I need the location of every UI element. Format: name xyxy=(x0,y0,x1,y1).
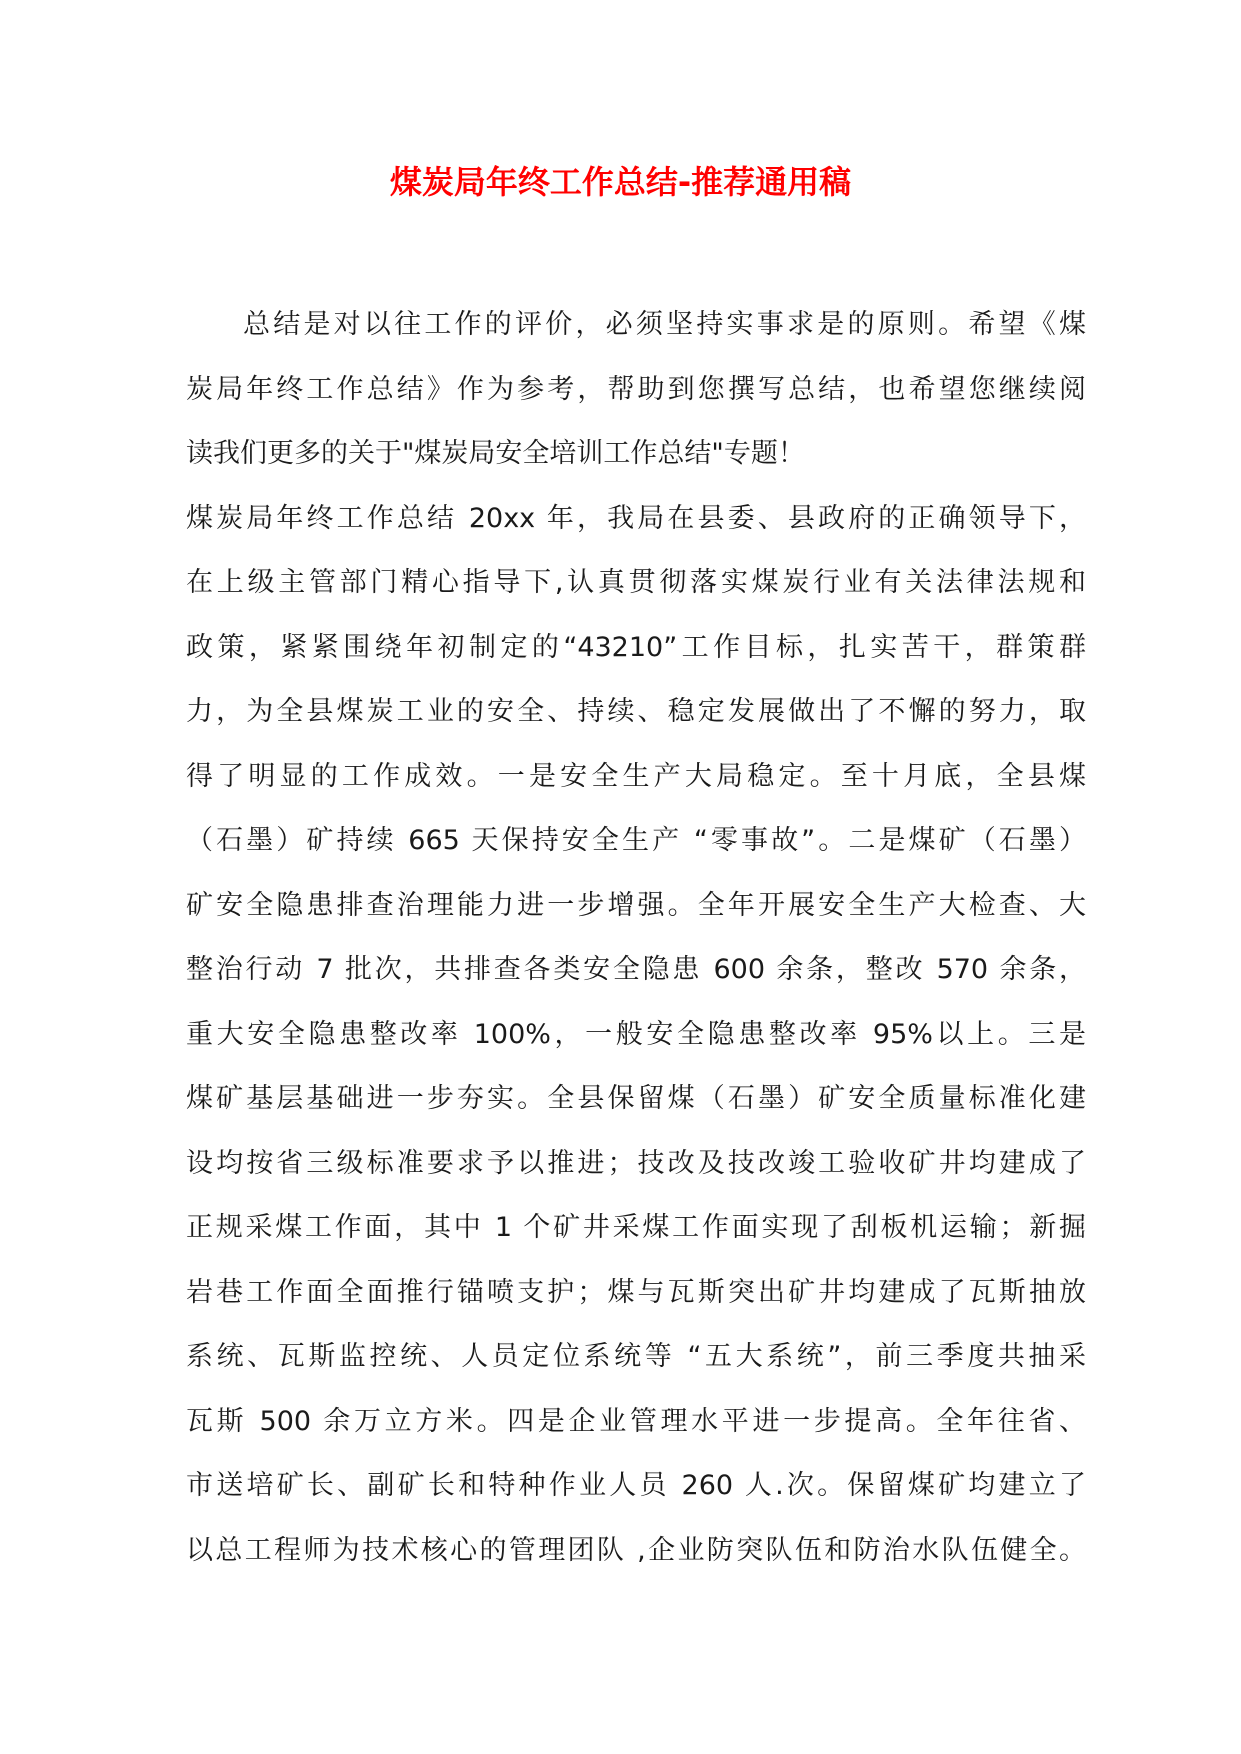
text-line-11: 整治行动 7 批次，共排查各类安全隐患 600 余条，整改 570 余条， xyxy=(186,954,1086,985)
text-line-2: 炭局年终工作总结》作为参考，帮助到您撰写总结，也希望您继续阅 xyxy=(186,373,1086,405)
text-line-3: 读我们更多的关于"煤炭局安全培训工作总结"专题！ xyxy=(186,438,805,469)
text-line-1: 总结是对以往工作的评价，必须坚持实事求是的原则。希望《煤 xyxy=(243,309,1086,340)
text-line-4: 煤炭局年终工作总结 20xx 年，我局在县委、县政府的正确领导下， xyxy=(186,502,1086,534)
text-line-10: 矿安全隐患排查治理能力进一步增强。全年开展安全生产大检查、大 xyxy=(186,889,1086,921)
text-line-20: 以总工程师为技术核心的管理团队 ,企业防突队伍和防治水队伍健全。 xyxy=(186,1534,1086,1566)
text-line-8: 得了明显的工作成效。一是安全生产大局稳定。至十月底，全县煤 xyxy=(186,760,1086,792)
text-line-17: 系统、瓦斯监控统、人员定位系统等 “五大系统”，前三季度共抽采 xyxy=(186,1341,1086,1372)
text-line-19: 市送培矿长、副矿长和特种作业人员 260 人.次。保留煤矿均建立了 xyxy=(186,1470,1086,1501)
text-line-9: （石墨）矿持续 665 天保持安全生产 “零事故”。二是煤矿（石墨） xyxy=(186,825,1086,856)
text-line-15: 正规采煤工作面，其中 1 个矿井采煤工作面实现了刮板机运输；新掘 xyxy=(186,1212,1086,1243)
document-body xyxy=(186,293,1086,1583)
text-line-16: 岩巷工作面全面推行锚喷支护；煤与瓦斯突出矿井均建成了瓦斯抽放 xyxy=(186,1276,1086,1308)
text-line-14: 设均按省三级标准要求予以推进；技改及技改竣工验收矿井均建成了 xyxy=(186,1147,1086,1179)
text-line-13: 煤矿基层基础进一步夯实。全县保留煤（石墨）矿安全质量标准化建 xyxy=(186,1083,1086,1114)
text-line-6: 政策，紧紧围绕年初制定的“43210”工作目标，扎实苦干，群策群 xyxy=(186,631,1086,663)
text-line-7: 力，为全县煤炭工业的安全、持续、稳定发展做出了不懈的努力，取 xyxy=(186,696,1086,727)
text-line-18: 瓦斯 500 余万立方米。四是企业管理水平进一步提高。全年往省、 xyxy=(186,1405,1086,1437)
text-line-12: 重大安全隐患整改率 100%，一般安全隐患整改率 95%以上。三是 xyxy=(186,1018,1086,1050)
page-title: 煤炭局年终工作总结-推荐通用稿 xyxy=(389,163,852,201)
text-line-5: 在上级主管部门精心指导下,认真贯彻落实煤炭行业有关法律法规和 xyxy=(186,567,1086,598)
